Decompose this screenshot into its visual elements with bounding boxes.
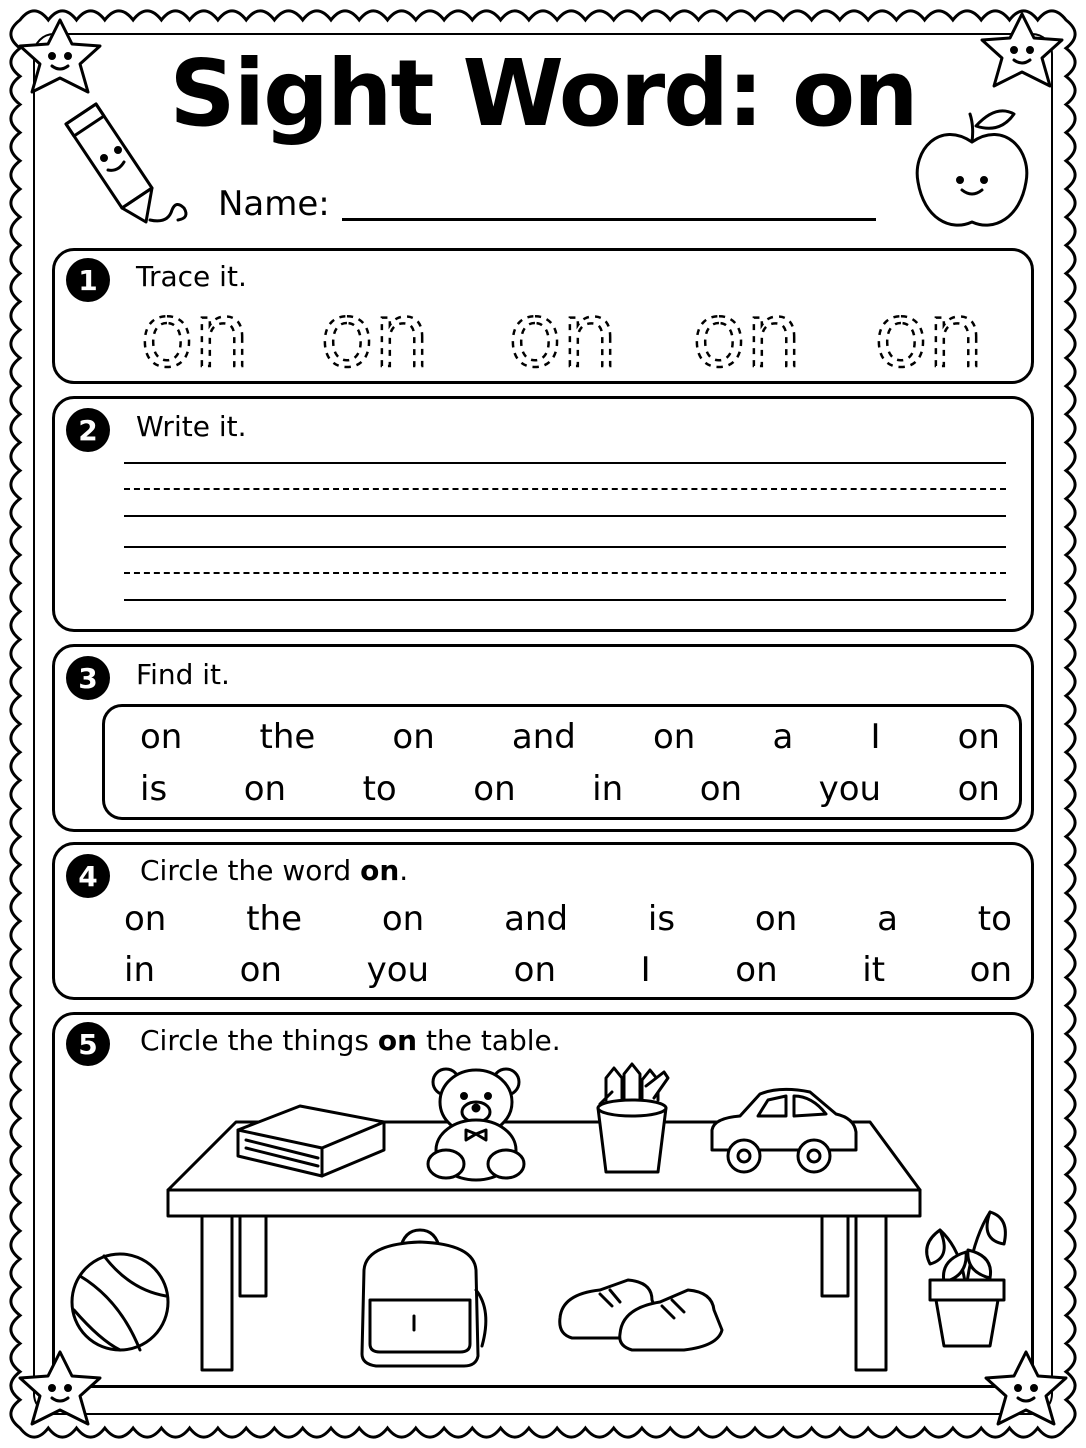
star-icon xyxy=(982,14,1062,86)
find-word[interactable]: a xyxy=(772,717,794,757)
trace-word-text: on xyxy=(692,300,802,387)
find-word[interactable]: on xyxy=(392,717,435,757)
circle-word[interactable]: it xyxy=(862,950,886,990)
star-icon xyxy=(20,20,100,92)
circle-word[interactable]: in xyxy=(124,950,155,990)
crayon-cup-icon xyxy=(598,1064,668,1172)
circle-word[interactable]: and xyxy=(504,899,569,939)
circle-word[interactable]: a xyxy=(877,899,898,939)
circle-word[interactable]: the xyxy=(246,899,303,939)
find-word[interactable]: you xyxy=(818,769,882,809)
circle-word[interactable]: on xyxy=(754,899,798,939)
page-title: Sight Word: on xyxy=(169,40,917,147)
find-word[interactable]: the xyxy=(259,717,316,757)
trace-word-text: on xyxy=(140,300,250,387)
section-number: 4 xyxy=(66,854,110,898)
find-word[interactable]: in xyxy=(592,769,624,809)
find-word[interactable]: to xyxy=(362,769,397,809)
potted-plant-icon xyxy=(927,1212,1006,1346)
circle-word[interactable]: on xyxy=(513,950,557,990)
find-word[interactable]: on xyxy=(653,717,696,757)
circle-word[interactable]: on xyxy=(124,899,167,939)
circle-word[interactable]: you xyxy=(366,950,430,990)
section-number: 3 xyxy=(66,656,110,700)
trace-word-text: on xyxy=(508,300,618,387)
section-number: 1 xyxy=(66,258,110,302)
find-word[interactable]: on xyxy=(699,769,743,809)
find-word[interactable]: on xyxy=(243,769,287,809)
find-word[interactable]: on xyxy=(957,769,1000,809)
find-word[interactable]: on xyxy=(140,717,183,757)
star-icon xyxy=(20,1352,100,1424)
section-instruction: Trace it. xyxy=(136,260,247,293)
find-word[interactable]: and xyxy=(511,717,576,757)
ball-icon xyxy=(72,1254,168,1350)
circle-word[interactable]: on xyxy=(381,899,425,939)
trace-word-text: on xyxy=(320,300,430,387)
circle-word[interactable]: on xyxy=(735,950,778,990)
backpack-icon xyxy=(362,1230,486,1366)
find-word[interactable]: on xyxy=(957,717,1000,757)
section-number: 5 xyxy=(66,1022,110,1066)
section-instruction: Circle the word on. xyxy=(140,854,409,887)
circle-word[interactable]: I xyxy=(640,950,651,990)
circle-word[interactable]: on xyxy=(969,950,1012,990)
find-word[interactable]: I xyxy=(870,717,881,757)
circle-word[interactable]: to xyxy=(977,899,1012,939)
find-word[interactable]: is xyxy=(140,769,168,809)
star-icon xyxy=(986,1352,1066,1424)
section-instruction: Find it. xyxy=(136,658,230,691)
pencil-icon xyxy=(66,104,186,222)
section-number: 2 xyxy=(66,408,110,452)
shoes-icon xyxy=(560,1280,722,1350)
circle-word[interactable]: on xyxy=(239,950,282,990)
find-word[interactable]: on xyxy=(473,769,516,809)
trace-word-text: on xyxy=(874,300,984,387)
name-label: Name: xyxy=(218,184,330,224)
section-instruction: Circle the things on the table. xyxy=(140,1024,561,1057)
section-instruction: Write it. xyxy=(136,410,247,443)
circle-word[interactable]: is xyxy=(647,899,676,939)
apple-icon xyxy=(917,111,1027,225)
